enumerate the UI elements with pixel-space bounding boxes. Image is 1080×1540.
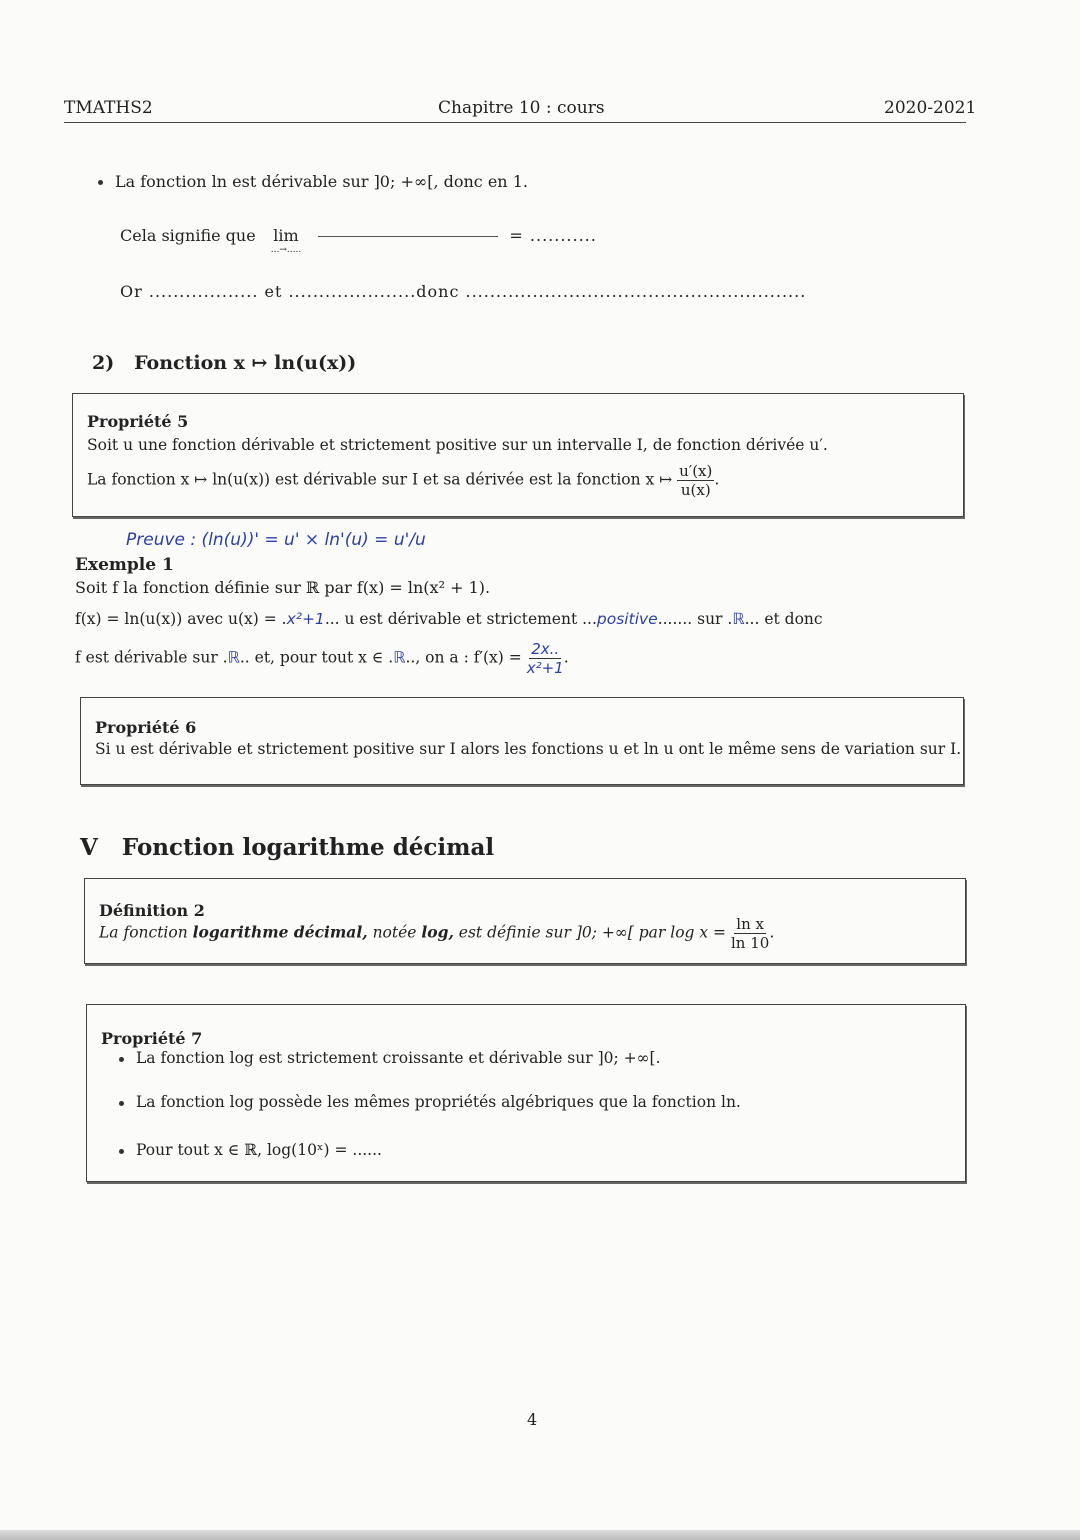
definition-title: Définition 2 — [99, 901, 205, 920]
lim-sub: ...→..... — [270, 245, 302, 255]
section-title: Fonction x ↦ ln(u(x)) — [134, 352, 357, 374]
header-right: 2020-2021 — [884, 98, 977, 118]
text: ....... sur . — [657, 610, 733, 628]
limit-line — [120, 226, 597, 255]
lim: lim — [273, 226, 299, 245]
denominator: x²+1 — [526, 659, 564, 677]
property-item — [119, 1093, 741, 1111]
text: est définie sur ]0; +∞[ par log x = — [453, 923, 727, 942]
property-item — [119, 1141, 382, 1159]
text: .., on a : f′(x) = — [405, 648, 522, 667]
page-number: 4 — [527, 1410, 538, 1429]
numerator: 2x.. — [531, 640, 560, 658]
property-item — [119, 1049, 661, 1067]
item-text: La fonction log possède les mêmes propriétés algébriques que la fonction ln. — [136, 1093, 741, 1111]
text: notée — [367, 923, 422, 942]
text: .. et, pour tout x ∈ . — [239, 648, 394, 667]
intro-bullet — [98, 172, 528, 191]
property-title: Propriété 7 — [101, 1029, 203, 1048]
section-number: 2) — [92, 352, 115, 374]
example-line-1: Soit f la fonction définie sur ℝ par f(x) = ln(x² + 1). — [75, 578, 491, 597]
numerator: ln x — [736, 915, 764, 933]
handwritten-proof: Preuve : (ln(u))' = u' × ln'(u) = u'/u — [126, 530, 426, 550]
item-text: Pour tout x ∈ ℝ, log(10ˣ) = ...... — [136, 1141, 382, 1159]
section-number: V — [80, 834, 98, 861]
section-2-heading — [92, 352, 356, 374]
text: ... u est dérivable et strictement ... — [324, 610, 597, 628]
scan-edge — [0, 1530, 1080, 1540]
fraction — [677, 462, 714, 499]
handwritten-R: ℝ — [732, 610, 745, 628]
text: f est dérivable sur . — [75, 648, 228, 667]
handwritten-derivative — [527, 640, 564, 677]
text: f(x) = ln(u(x)) avec u(x) = . — [75, 610, 287, 628]
text: La fonction — [99, 923, 193, 942]
denominator: ln 10 — [730, 934, 770, 952]
handwritten-positive: positive — [596, 610, 658, 628]
denominator: u(x) — [680, 481, 711, 499]
header-rule — [64, 122, 966, 123]
property-text-2-body: La fonction x ↦ ln(u(x)) est dérivable sur I et sa dérivée est la fonction x ↦ — [87, 470, 673, 489]
handwritten-R: ℝ — [393, 648, 406, 667]
property-title: Propriété 6 — [95, 718, 197, 737]
section-title: Fonction logarithme décimal — [121, 834, 495, 861]
section-V-heading — [80, 834, 494, 861]
example-line-3: f est dérivable sur .ℝ.. et, pour tout x ∈ .ℝ.., on a : f′(x) = $\frac{2x..}{\text{x²+1}}$ . — [75, 640, 569, 677]
text: ... et donc — [744, 610, 823, 628]
definition-2-box — [84, 878, 966, 964]
text: logarithme décimal, — [192, 922, 368, 942]
example-line-2 — [75, 610, 823, 628]
header-center: Chapitre 10 : cours — [438, 98, 605, 118]
property-text: Si u est dérivable et strictement positive sur I alors les fonctions u et ln u ont le même sens de variation sur I. — [95, 740, 962, 758]
property-text: Soit u une fonction dérivable et strictement positive sur un intervalle I, de fonction dérivée u′. — [87, 436, 828, 454]
numerator: u′(x) — [679, 462, 713, 480]
fraction-bar — [318, 236, 498, 237]
item-text: La fonction log est strictement croissante et dérivable sur ]0; +∞[. — [136, 1049, 661, 1067]
header-left: TMATHS2 — [64, 98, 153, 118]
text: log, — [421, 922, 454, 942]
definition-text: La fonction logarithme décimal, notée log, est définie sur ]0; +∞[ par log x = $\frac{\text{ln x}}{\ln 10}$ . — [99, 915, 775, 952]
handwritten-R: ℝ — [227, 648, 240, 667]
limit-blank: = ........... — [509, 226, 597, 245]
limit-prefix: Cela signifie que — [120, 226, 256, 245]
property-title: Propriété 5 — [87, 412, 189, 431]
property-7-box — [86, 1004, 966, 1182]
or-line: Or .................. et .....................donc ........................................................ — [120, 282, 807, 301]
property-text-2: La fonction x ↦ ln(u(x)) est dérivable sur I et sa dérivée est la fonction x ↦ $\frac{u'(x)}{u(x)}$ . — [87, 462, 720, 499]
example-title: Exemple 1 — [75, 555, 174, 575]
property-6-box — [80, 697, 964, 785]
property-5-box — [72, 393, 964, 517]
fraction — [731, 915, 769, 952]
intro-bullet-text: La fonction ln est dérivable sur ]0; +∞[, donc en 1. — [115, 172, 528, 191]
handwritten-u: x²+1 — [286, 610, 325, 628]
